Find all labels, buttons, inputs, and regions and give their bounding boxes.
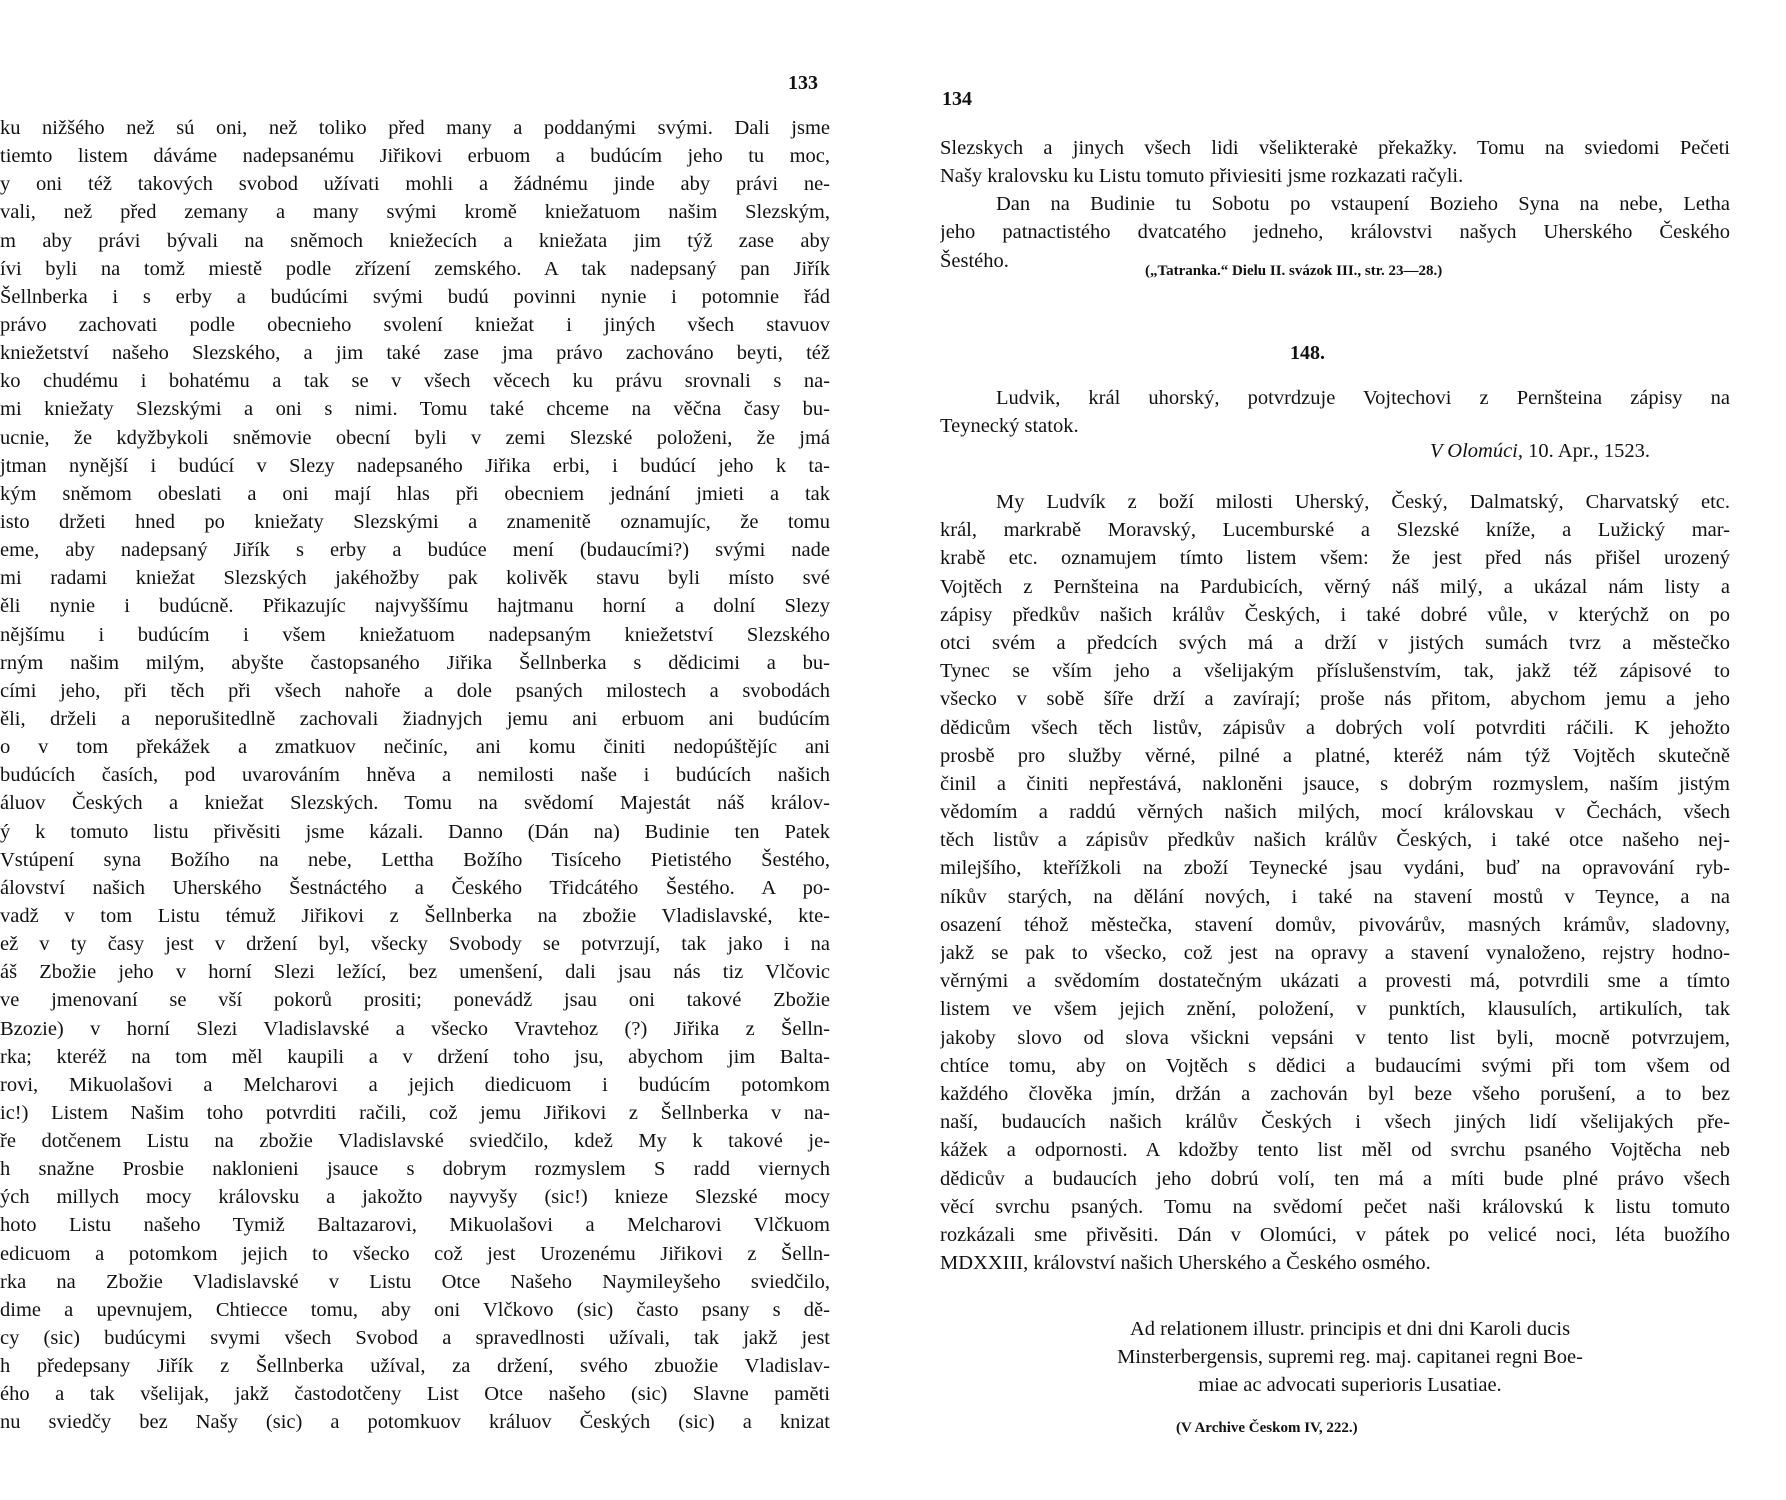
page-number: 134 (942, 88, 972, 110)
text-line: jeho patnactistého dvatcatého jedneho, královstvi našych Uherského Českého (940, 221, 1730, 244)
source-citation-2: (V Archive Českom IV, 222.) (1176, 1420, 1358, 1436)
text-line: ěli, drželi a neporušitedlně zachovali žiadnyjch jemu ani erbuom ani budúcím (0, 707, 830, 730)
text-line: Slezskych a jinych všech lidi všelikterakė překažky. Tomu na sviedomi Pečeti (940, 137, 1730, 159)
text-line: jakoby slovo od slova všickni vepsáni v tento list byli, mocně potvrzujem, (940, 1026, 1730, 1049)
document-body (940, 488, 1730, 1277)
text-line: vadž v tom Listu témuž Jiřikovi z Šellnberka na zbožie Vladislavské, kte- (0, 904, 830, 927)
text-line: jakž se pak to všecko, což jest na opravy a stavení vynaloženo, rejstry hodno- (940, 942, 1730, 964)
text-line: nějšímu i budúcím i všem kniežatuom nadepsaným kniežetství Slezského (0, 623, 830, 646)
page-number: 133 (788, 72, 818, 94)
text-line: edicuom a potomkom jejich to všecko což jest Urozenému Jiřikovi z Šelln- (0, 1242, 830, 1265)
text-line: Dan na Budinie tu Sobotu po vstaupení Bozieho Syna na nebe, Letha (996, 193, 1730, 216)
text-line: miae ac advocati superioris Lusatiae. (1198, 1374, 1502, 1396)
document-number: 148. (1290, 342, 1325, 364)
left-page (0, 0, 860, 1500)
text-line: otci svém a předcích svých má a drží v jistých sumách tvrz a městečko (940, 631, 1730, 654)
text-line: budúcích časích, pod uvarováním hněva a nemilosti naše i budúcích našich (0, 764, 830, 787)
text-line: vali, než před zemany a many svými kromě kniežatuom našim Slezským, (0, 201, 830, 224)
text-line: kážek a odpornosti. A kdožby tento list měl od svrchu psaného Vojtěcha neb (940, 1139, 1730, 1162)
text-line: ých millych mocy královsku a jakožto nayvyšy (sic!) knieze Slezské mocy (0, 1186, 830, 1209)
text-line: věrnými a svědomím dostatečným ukázati a provesti má, potvrdili sme a tímto (940, 970, 1730, 993)
document-summary (940, 384, 1730, 440)
left-page-text (0, 114, 830, 1437)
text-line: kniežetství našeho Slezského, a jim také zase jma právo zachováno beyti, též (0, 342, 830, 365)
text-line: m aby právi bývali na sněmoch kniežecích a kniežata jim týž zase aby (0, 229, 830, 252)
text-line: Šestého. (940, 249, 1009, 272)
text-line: rovi, Mikuolašovi a Melcharovi a jejich diedicuom i budúcím potomkom (0, 1073, 830, 1096)
text-line: činil a činiti nepřestává, nakloněni jsauce, s dobrým rozmyslem, naším jistým (940, 772, 1730, 795)
text-line: álovství našich Uherského Šestnáctého a Českého Třidcátého Šestého. A po- (0, 876, 830, 899)
text-line: níkův starých, na dělání nových, i také na stavení mostů v Teynce, a na (940, 885, 1730, 908)
text-line: věcí svrchu psaných. Tomu na svědomí pečet naši královskú k listu tomuto (940, 1195, 1730, 1218)
text-line: ic!) Listem Našim toho potvrditi račili, což jemu Jiřikovi z Šellnberka v na- (0, 1101, 830, 1124)
text-line: rka; kteréž na tom měl kaupili a v držení toho jsu, abychom jim Balta- (0, 1045, 830, 1068)
text-line: áš Zbožie jeho v horní Slezi ležící, bez umenšení, dali jsau nás tiz Vlčovic (0, 961, 830, 984)
text-line: Šellnberka i s erby a budúcími svými budú povinni nynie i potomnie řád (0, 285, 830, 308)
text-line: král, markrabě Moravský, Lucemburské a Slezské kníže, a Lužický mar- (940, 519, 1730, 542)
place: V Olomúci, (1430, 440, 1524, 462)
text-line: Teynecký statok. (940, 415, 1079, 437)
text-line: zápisy předkův našich králův Českých, i také dobré vůle, v kterýchž on po (940, 603, 1730, 626)
text-line: mi radami kniežat Slezských jakéhožby pak kolivěk stavu byli místo své (0, 567, 830, 590)
text-line: ěli nynie i budúcně. Přikazujíc najvyššímu hajtmanu horní a dolní Slezy (0, 595, 830, 618)
text-line: dime a upevnujem, Chtiecce tomu, aby oni Vlčkovo (sic) často psany s dě- (0, 1298, 830, 1321)
text-line: h snažne Prosbie naklonieni jsauce s dobrym rozmyslem S radd viernych (0, 1158, 830, 1181)
source-citation: („Tatranka.“ Dielu II. svázok III., str. 23—28.) (1145, 263, 1443, 279)
text-line: o v tom překážek a zmatkuov nečiníc, ani komu činiti nedopúštějíc ani (0, 736, 830, 759)
place-date-line (1430, 440, 1650, 463)
date: 10. Apr., 1523. (1523, 440, 1651, 462)
text-line: mi kniežaty Slezskými a oni s nimi. Tomu také chceme na věčna časy bu- (0, 398, 830, 421)
text-line: tiemto listem dáváme nadepsanému Jiřikovi erbuom a budúcím jeho tu moc, (0, 145, 830, 168)
text-line: ře dotčenem Listu na zbožie Vladislavské sviedčilo, kdež My k takové je- (0, 1130, 830, 1153)
text-line: osazení téhož městečka, stavení domův, pivovárův, masných krámův, sladovny, (940, 913, 1730, 936)
text-line: každého člověka jmín, držán a zachován byl beze všeho porušení, a to bez (940, 1082, 1730, 1105)
text-line: ého a tak všelijak, jakž častodotčeny List Otce našeho (sic) Slavne pamĕti (0, 1383, 830, 1406)
text-line: kým sněmom obeslati a oni mají hlas při obecniem jednání jmieti a tak (0, 482, 830, 505)
text-line: ež v ty časy jest v držení byl, všecky Svobody se potvrzují, tak jako i na (0, 933, 830, 956)
text-line: Vojtěch z Pernšteina na Pardubicích, věrný náš milý, a ukázal nám listy a (940, 575, 1730, 598)
text-line: listem ve všem jejich znění, položení, v punktích, klausulích, artikulích, tak (940, 998, 1730, 1021)
text-line: My Ludvík z boží milosti Uherský, Český, Dalmatský, Charvatský etc. (996, 491, 1730, 513)
text-line: rka na Zbožie Vladislavské v Listu Otce Našeho Naymileyšeho sviedčilo, (0, 1270, 830, 1293)
text-line: ku nižšého než sú oni, než toliko před many a poddanými svými. Dali jsme (0, 117, 830, 139)
text-line: ko chudému i bohatému a tak se v všech věcech ku právu srovnali s na- (0, 370, 830, 393)
text-line: MDXXIII, království našich Uherského a Českého osmého. (940, 1252, 1431, 1275)
text-line: naší, budaucích našich králův Českých i všech jiných lidí všelijakých pře- (940, 1111, 1730, 1134)
text-line: rozkázali sme přivěsiti. Dán v Olomúci, v pátek po velicé noci, léta buožího (940, 1223, 1730, 1246)
text-line: Tynec se vším jeho a všelijakým příslušenstvím, tak, jakž též zápisové to (940, 660, 1730, 683)
text-line: ve jmenovaní se vší pokorů prositi; ponevádž jsau oni takové Zbožie (0, 989, 830, 1012)
text-line: Vstúpení syna Božího na nebe, Lettha Božího Tisíceho Pietistého Šestého, (0, 848, 830, 871)
text-line: jtman nynější i budúcí v Slezy nadepsaného Jiřika erbi, i budúcí jeho k ta- (0, 454, 830, 477)
text-line: krabě etc. oznamujem tímto listem všem: že jest před nás přišel urozený (940, 547, 1730, 570)
text-line: dědicův a budaucích jeho dobrú volí, ten má a míti bude plné právo všech (940, 1167, 1730, 1190)
text-line: cími jeho, při těch při všech nahoře a dole psaných milostech a svobodách (0, 679, 830, 702)
relatio-note (1100, 1315, 1600, 1399)
text-line: těch listův a zápisův předkův našich králův Českých, i také otce našeho nej- (940, 829, 1730, 852)
text-line: áluov Českých a kniežat Slezských. Tomu na svědomí Majestát náš králov- (0, 792, 830, 815)
text-line: dědicům všech těch listův, zápisův a dobrých volí potvrditi ráčili. K jehožto (940, 716, 1730, 739)
text-line: Ludvik, král uhorský, potvrdzuje Vojtechovi z Pernšteina zápisy na (996, 387, 1730, 409)
text-line: chtíce tomu, aby on Vojtěch s dědici a budaucími svými při tom všem od (940, 1054, 1730, 1077)
text-line: rným našim milým, abyšte častopsaného Jiřika Šellnberka s dědicimi a bu- (0, 651, 830, 674)
text-line: y oni též takových svobod užívati mohli a žádnému jinde aby právi ne- (0, 173, 830, 196)
text-line: Ad relationem illustr. principis et dni dni Karoli ducis (1129, 1318, 1571, 1340)
text-line: hoto Listu našeho Tymiž Baltazarovi, Mikuolašovi a Melcharovi Vlčkuom (0, 1214, 830, 1237)
text-line: isto držeti hned po kniežaty Slezskými a znamenitě oznamujíc, že tomu (0, 510, 830, 533)
text-line: nu sviedčy bez Našy (sic) a potomkuov králuov Českých (sic) a knizat (0, 1411, 830, 1434)
text-line: prosbě pro služby věrné, pilné a platné, kteréž nám týž Vojtěch skutečně (940, 744, 1730, 767)
text-line: právo zachovati podle obecnieho svolení kniežat i jiných všech stavuov (0, 313, 830, 336)
text-line: milejšího, kteřížkoli na zboží Teynecké jsau vydáni, buď na opravování ryb- (940, 857, 1730, 880)
text-line: vědomím a raddú věrných našich milých, mocí královskau v Čechách, všech (940, 801, 1730, 824)
text-line: ucnie, že kdyžbykoli sněmovie obecní byli v zemi Slezské položeni, že jmá (0, 426, 830, 449)
text-line: ý k tomuto listu přivěsiti jsme kázali. Danno (Dán na) Budinie ten Patek (0, 820, 830, 843)
text-line: cy (sic) budúcymi svymi všech Svobod a spravedlnosti užívali, tak jakž jest (0, 1327, 830, 1350)
text-line: všecko v sobě šíře drží a zavírají; proše nás přitom, abychom jemu a jeho (940, 688, 1730, 711)
text-line: ívi byli na tomž miestě podle zřízení zemského. A tak nadepsaný pan Jiřík (0, 257, 830, 280)
letter-ending-text (940, 134, 1730, 275)
text-line: eme, aby nadepsaný Jiřík s erby a budúce mení (budaucími?) svými nade (0, 539, 830, 562)
right-page (940, 0, 1786, 1500)
text-line: Bzozie) v horní Slezi Vladislavské a všecko Vravtehoz (?) Jiřika z Šelln- (0, 1017, 830, 1040)
text-line: Našy kralovsku ku Listu tomuto přiviesiti jsme rozkazati račyli. (940, 165, 1464, 188)
text-line: Minsterbergensis, supremi reg. maj. capitanei regni Boe- (1117, 1346, 1583, 1368)
text-line: h předepsany Jiřík z Šellnberka užíval, za držení, svého zbuožie Vladislav- (0, 1355, 830, 1378)
